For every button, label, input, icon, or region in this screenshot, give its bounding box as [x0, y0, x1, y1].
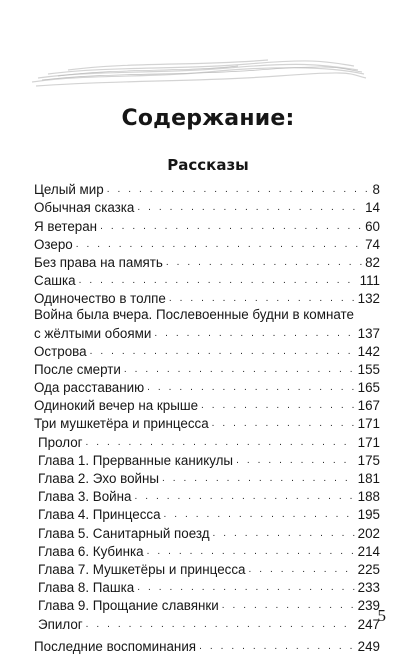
entry-title: Обычная сказка	[34, 200, 135, 216]
chapter-title: Глава 3. Война	[38, 489, 132, 505]
dot-leader	[147, 383, 355, 393]
chapter-entry	[38, 451, 380, 469]
chapter-title: Глава 8. Пашка	[38, 580, 135, 596]
dot-leader	[154, 329, 354, 339]
entry-title-continued: с жёлтыми обоями	[34, 325, 152, 341]
toc-entry	[34, 637, 380, 655]
entry-title: После смерти	[34, 361, 121, 377]
toc-entry	[34, 342, 380, 360]
chapter-page: 188	[357, 489, 380, 505]
dot-leader	[201, 401, 355, 411]
toc-entry	[34, 198, 380, 216]
toc-entry	[34, 323, 380, 341]
section-heading: Рассказы	[167, 156, 249, 174]
dot-leader	[162, 474, 355, 484]
entry-title: Сашка	[34, 273, 76, 289]
toc-entry	[34, 378, 380, 396]
dot-leader	[166, 258, 362, 268]
chapter-title: Глава 6. Кубинка	[38, 543, 144, 559]
chapter-entry	[38, 469, 380, 487]
chapter-entry	[38, 523, 380, 541]
chapter-title: Глава 1. Прерванные каникулы	[38, 452, 234, 468]
dot-leader	[137, 583, 354, 593]
dot-leader	[164, 510, 355, 520]
toc-entry	[34, 396, 380, 414]
chapter-title: Глава 5. Санитарный поезд	[38, 525, 210, 541]
dot-leader	[213, 529, 355, 539]
entry-title: Озеро	[34, 236, 73, 252]
toc-entry	[34, 360, 380, 378]
entry-page: 132	[357, 291, 380, 307]
entry-title: Война была вчера. Послевоенные будни в комнате	[34, 307, 354, 323]
dot-leader	[90, 347, 355, 357]
chapter-entry	[38, 432, 380, 450]
entry-page: 155	[357, 361, 380, 377]
chapter-title: Пролог	[38, 434, 83, 450]
entry-page: 165	[357, 380, 380, 396]
toc-entry	[34, 235, 380, 253]
entry-title: Три мушкетёра и принцесса	[34, 416, 209, 432]
entry-title: Одиночество в толпе	[34, 291, 166, 307]
entry-page: 137	[357, 325, 380, 341]
toc-heading: Содержание:	[121, 106, 295, 131]
entry-page: 60	[365, 218, 380, 234]
chapter-title: Глава 7. Мушкетёры и принцесса	[38, 561, 246, 577]
entry-title: Последние воспоминания	[34, 638, 197, 654]
dot-leader	[248, 565, 354, 575]
entry-page: 167	[357, 398, 380, 414]
chapter-page: 247	[357, 616, 380, 632]
chapter-page: 233	[357, 580, 380, 596]
chapter-page: 202	[357, 525, 380, 541]
toc-entry-line1	[34, 307, 380, 323]
entry-page: 249	[357, 638, 380, 654]
dot-leader	[76, 240, 362, 250]
entry-page: 142	[357, 343, 380, 359]
entry-title: Целый мир	[34, 182, 104, 198]
dot-leader	[86, 620, 355, 630]
chapter-entry	[38, 560, 380, 578]
dot-leader	[137, 203, 362, 213]
chapter-page: 214	[357, 543, 380, 559]
toc-entry	[34, 180, 380, 198]
toc-entry	[34, 216, 380, 234]
dot-leader	[169, 294, 355, 304]
entry-page: 171	[357, 416, 380, 432]
chapter-entry	[38, 487, 380, 505]
chapter-page: 181	[357, 471, 380, 486]
dot-leader	[134, 492, 354, 502]
dot-leader	[79, 276, 357, 286]
dot-leader	[86, 438, 355, 448]
toc-entry	[34, 253, 380, 271]
chapter-entry	[38, 542, 380, 560]
toc-entry	[34, 289, 380, 307]
chapter-title: Глава 2. Эхо войны	[38, 471, 160, 486]
dot-leader	[212, 419, 355, 429]
dot-leader	[124, 365, 355, 375]
chapter-title: Эпилог	[38, 616, 83, 632]
entry-page: 111	[359, 273, 380, 289]
entry-title: Одинокий вечер на крыше	[34, 398, 199, 414]
dot-leader	[222, 601, 355, 611]
dot-leader	[147, 547, 355, 557]
chapter-page: 225	[357, 561, 380, 577]
entry-page: 82	[365, 254, 380, 270]
chapter-page: 195	[357, 507, 380, 523]
chapter-page: 171	[357, 434, 380, 450]
chapter-list	[34, 432, 380, 632]
chapter-page: 175	[357, 452, 380, 468]
dot-leader	[100, 222, 362, 232]
table-of-contents	[34, 180, 380, 655]
page-number: 5	[377, 606, 386, 625]
entry-page: 74	[365, 236, 380, 252]
toc-entry	[34, 271, 380, 289]
decorative-smudge	[28, 52, 368, 92]
chapter-title: Глава 9. Прощание славянки	[38, 598, 219, 614]
entry-title: Без права на память	[34, 254, 163, 270]
chapter-entry	[38, 505, 380, 523]
chapter-entry	[38, 578, 380, 596]
chapter-entry	[38, 596, 380, 614]
chapter-page: 239	[357, 598, 380, 614]
chapter-entry	[38, 614, 380, 632]
dot-leader	[107, 185, 370, 195]
chapter-title: Глава 4. Принцесса	[38, 507, 161, 523]
entry-title: Я ветеран	[34, 218, 98, 234]
dot-leader	[199, 642, 355, 652]
entry-page: 14	[365, 200, 380, 216]
entry-page: 8	[372, 182, 380, 198]
entry-title: Острова	[34, 343, 87, 359]
entry-title: Ода расставанию	[34, 380, 145, 396]
dot-leader	[236, 456, 355, 466]
toc-entry	[34, 414, 380, 432]
